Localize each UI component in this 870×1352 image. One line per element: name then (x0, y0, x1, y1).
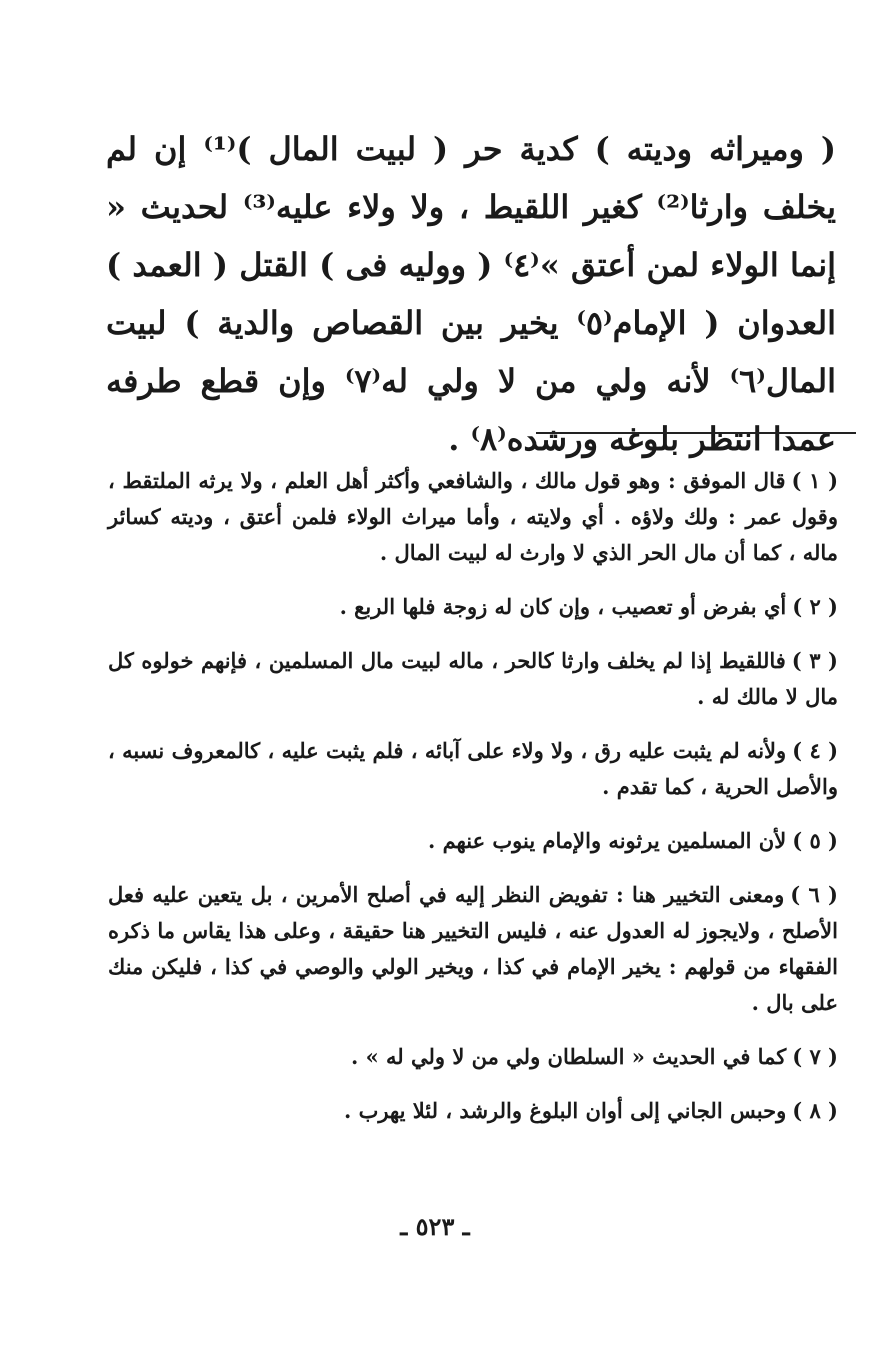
main-paragraph: ( وميراثه وديته ) كدية حر ( لبيت المال )⁽¹⁾ إن لم يخلف وارثا⁽²⁾ كغير اللقيط ، ولا ولاء عليه⁽³⁾ لحديث « إنما الولاء لمن أعتق »⁽٤⁾ ( ووليه فى ) القتل ( العمد ) العدوان ( الإمام⁽٥⁾ يخير بين القصاص والدية ) لبيت المال⁽٦⁾ لأنه ولي من لا ولي له⁽٧⁾ وإن قطع طرفه عمدا انتظر بلوغه ورشده⁽٨⁾ . (106, 130, 837, 458)
footnote-text: وحبس الجاني إلى أوان البلوغ والرشد ، لئلا يهرب . (343, 1098, 787, 1123)
footnote-5 (108, 823, 838, 859)
main-text-block (106, 120, 836, 468)
footnote-number: ( ٤ ) (792, 738, 839, 763)
footnote-4 (108, 733, 838, 805)
footnote-number: ( ٦ ) (790, 882, 838, 907)
footnote-text: قال الموفق : وهو قول مالك ، والشافعي وأكثر أهل العلم ، ولا يرثه الملتقط ، وقول عمر : ولك ولاؤه . أي ولايته ، وأما ميراث الولاء فلمن أعتق ، وديته كسائر ماله ، كما أن مال الحر الذي لا وارث له لبيت المال . (108, 468, 838, 565)
footnote-number: ( ٣ ) (791, 648, 838, 673)
footnote-1 (108, 463, 838, 571)
footnote-number: ( ٥ ) (792, 828, 838, 853)
footnote-text: لأن المسلمين يرثونه والإمام ينوب عنهم . (427, 828, 787, 853)
footnote-separator (536, 432, 856, 434)
page-number: ـ ٥٢٣ ـ (400, 1212, 470, 1241)
footnote-text: أي بفرض أو تعصيب ، وإن كان له زوجة فلها الربع . (339, 594, 787, 619)
footnote-6 (108, 877, 838, 1021)
footnote-number: ( ٢ ) (792, 594, 838, 619)
footnote-number: ( ١ ) (791, 468, 839, 493)
footnote-2 (108, 589, 838, 625)
footnotes-section (108, 463, 838, 1147)
footnote-text: فاللقيط إذا لم يخلف وارثا كالحر ، ماله لبيت مال المسلمين ، فإنهم خولوه كل مال لا مالك له . (108, 648, 838, 709)
footnote-7 (108, 1039, 838, 1075)
footnote-text: ومعنى التخيير هنا : تفويض النظر إليه في أصلح الأمرين ، بل يتعين عليه فعل الأصلح ، ولايجوز له العدول عنه ، فليس التخيير هنا حقيقة ، وعلى هذا يقاس ما ذكره الفقهاء من قولهم : يخير الإمام في كذا ، ويخير الولي والوصي في كذا ، فليكن منك على بال . (108, 882, 838, 1015)
footnote-number: ( ٨ ) (792, 1098, 838, 1123)
footnote-3 (108, 643, 838, 715)
footnote-text: ولأنه لم يثبت عليه رق ، ولا ولاء على آبائه ، فلم يثبت عليه ، كالمعروف نسبه ، والأصل الحرية ، كما تقدم . (108, 738, 838, 799)
footnote-number: ( ٧ ) (792, 1044, 838, 1069)
footnote-text: كما في الحديث « السلطان ولي من لا ولي له » . (350, 1044, 787, 1069)
footnote-8 (108, 1093, 838, 1129)
